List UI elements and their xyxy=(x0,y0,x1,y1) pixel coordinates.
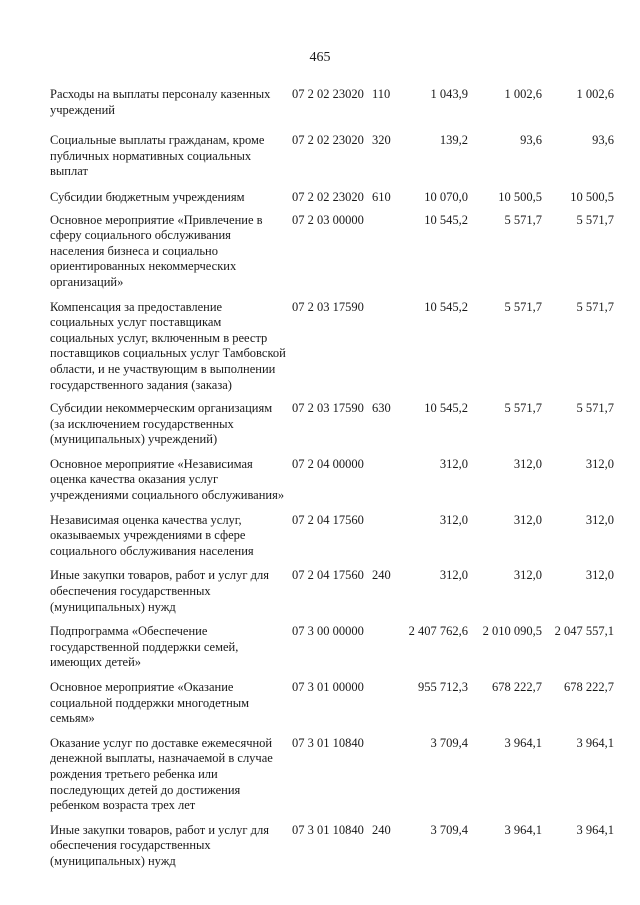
amount-year-3: 5 571,7 xyxy=(576,401,614,416)
amount-year-1: 1 043,9 xyxy=(430,87,468,101)
amount-year-3: 3 964,1 xyxy=(576,735,614,750)
amount-year-3: 678 222,7 xyxy=(564,680,614,694)
amount-year-1: 10 545,2 xyxy=(424,401,468,416)
table-row xyxy=(50,680,620,727)
amount-year-2: 312,0 xyxy=(513,512,542,527)
amount-year-1: 2 407 762,6 xyxy=(408,624,468,639)
table-row xyxy=(50,213,620,291)
item-name: Субсидии бюджетным учреждениям xyxy=(50,189,245,204)
item-code: 07 2 04 17560 xyxy=(292,512,364,527)
item-code: 07 2 04 17560 xyxy=(292,568,364,583)
amount-year-3: 3 964,1 xyxy=(576,822,614,837)
amount-year-2: 3 964,1 xyxy=(504,822,542,837)
expense-type: 610 xyxy=(372,189,391,204)
expense-type: 630 xyxy=(372,401,391,416)
item-code: 07 3 00 00000 xyxy=(292,624,364,639)
item-code: 07 2 03 00000 xyxy=(292,212,364,227)
item-name: Независимая оценка качества услуг, оказываемых учреждениями в сфере социального обслуживания населения xyxy=(50,512,254,558)
amount-year-1: 10 545,2 xyxy=(424,299,468,314)
item-name: Основное мероприятие «Независимая оценка качества оказания услуг учреждениями социального обслуживания» xyxy=(50,456,285,503)
item-name: Основное мероприятие «Оказание социальной поддержки многодетным семьям» xyxy=(50,680,250,726)
table-row xyxy=(50,87,620,118)
table-row xyxy=(50,736,620,814)
item-name: Иные закупки товаров, работ и услуг для обеспечения государственных (муниципальных) нужд xyxy=(50,568,270,614)
amount-year-2: 1 002,6 xyxy=(504,87,542,101)
expense-type: 320 xyxy=(372,133,391,148)
item-name: Субсидии некоммерческим организациям (за исключением государственных (муниципальных) учреждений) xyxy=(50,401,273,447)
amount-year-1: 10 070,0 xyxy=(424,189,468,204)
table-row xyxy=(50,513,620,560)
item-code: 07 3 01 00000 xyxy=(292,680,364,694)
amount-year-1: 312,0 xyxy=(439,456,468,471)
amount-year-1: 10 545,2 xyxy=(424,212,468,227)
amount-year-2: 3 964,1 xyxy=(504,735,542,750)
amount-year-3: 2 047 557,1 xyxy=(554,624,614,639)
table-row xyxy=(50,823,620,870)
amount-year-2: 5 571,7 xyxy=(504,299,542,314)
amount-year-3: 10 500,5 xyxy=(570,189,614,204)
amount-year-1: 955 712,3 xyxy=(418,680,468,694)
amount-year-3: 5 571,7 xyxy=(576,299,614,314)
amount-year-2: 5 571,7 xyxy=(504,401,542,416)
table-row xyxy=(50,133,620,180)
budget-table xyxy=(50,87,620,870)
amount-year-3: 312,0 xyxy=(585,456,614,471)
page-number: 465 xyxy=(309,50,331,65)
item-name: Социальные выплаты гражданам, кроме публичных нормативных социальных выплат xyxy=(50,133,265,179)
amount-year-1: 312,0 xyxy=(439,568,468,583)
item-name: Компенсация за предоставление социальных услуг поставщикам социальных услуг, включенным в реестр поставщиков социальных услуг Тамбовской области, и не участвующим в выполнении государственного задания (заказа) xyxy=(50,299,286,392)
amount-year-1: 312,0 xyxy=(439,512,468,527)
table-row xyxy=(50,300,620,394)
amount-year-1: 3 709,4 xyxy=(430,822,468,837)
item-name: Основное мероприятие «Привлечение в сферу социального обслуживания населения бизнеса и социально ориентированных некоммерческих организаций» xyxy=(50,212,263,289)
expense-type: 240 xyxy=(372,822,391,837)
amount-year-3: 1 002,6 xyxy=(576,87,614,101)
item-code: 07 2 04 00000 xyxy=(292,456,364,471)
amount-year-2: 312,0 xyxy=(513,568,542,583)
item-name: Расходы на выплаты персоналу казенных учреждений xyxy=(50,87,271,117)
amount-year-3: 5 571,7 xyxy=(576,212,614,227)
amount-year-2: 5 571,7 xyxy=(504,212,542,227)
amount-year-2: 312,0 xyxy=(513,456,542,471)
table-row xyxy=(50,401,620,448)
item-code: 07 2 02 23020 xyxy=(292,87,364,101)
item-code: 07 2 03 17590 xyxy=(292,401,364,416)
amount-year-3: 93,6 xyxy=(592,133,614,148)
item-code: 07 2 02 23020 xyxy=(292,189,364,204)
table-row xyxy=(50,190,620,206)
amount-year-2: 678 222,7 xyxy=(492,680,542,694)
amount-year-2: 10 500,5 xyxy=(498,189,542,204)
item-code: 07 3 01 10840 xyxy=(292,822,364,837)
table-row xyxy=(50,457,620,504)
expense-type: 110 xyxy=(372,87,391,101)
item-code: 07 2 03 17590 xyxy=(292,299,364,314)
item-code: 07 2 02 23020 xyxy=(292,133,364,148)
item-name: Подпрограмма «Обеспечение государственной поддержки семей, имеющих детей» xyxy=(50,624,239,670)
amount-year-3: 312,0 xyxy=(585,512,614,527)
item-name: Оказание услуг по доставке ежемесячной денежной выплаты, назначаемой в случае рождения третьего ребенка или последующих детей до достижения ребенком возраста трех лет xyxy=(50,735,273,813)
amount-year-2: 93,6 xyxy=(520,133,542,148)
item-code: 07 3 01 10840 xyxy=(292,735,364,750)
table-row xyxy=(50,568,620,615)
amount-year-2: 2 010 090,5 xyxy=(482,624,542,639)
amount-year-3: 312,0 xyxy=(585,568,614,583)
table-row xyxy=(50,624,620,671)
expense-type: 240 xyxy=(372,568,391,583)
amount-year-1: 139,2 xyxy=(439,133,468,148)
amount-year-1: 3 709,4 xyxy=(430,735,468,750)
item-name: Иные закупки товаров, работ и услуг для обеспечения государственных (муниципальных) нужд xyxy=(50,822,270,868)
